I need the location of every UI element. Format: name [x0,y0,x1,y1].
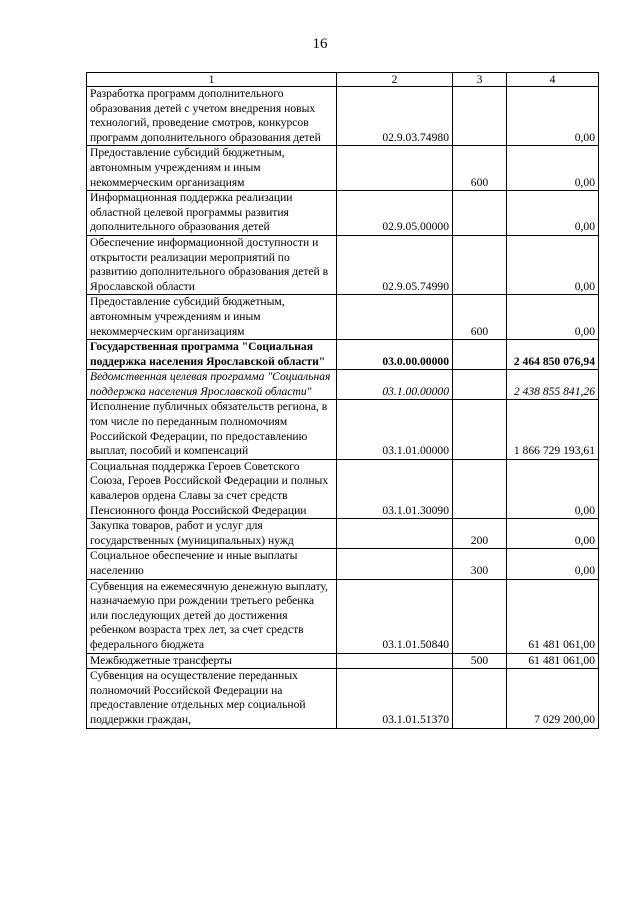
table-row [87,653,599,669]
row-code-cell: 03.1.01.50840 [337,579,453,653]
row-code-cell: 03.1.01.51370 [337,669,453,728]
row-type-cell: 500 [453,653,507,669]
row-name-cell: Государственная программа "Социальная поддержка населения Ярославской области" [87,340,337,370]
row-code-cell [337,146,453,191]
row-name-cell: Субвенция на ежемесячную денежную выплату, назначаемую при рождении третьего ребенка или последующих детей до достижения ребенком возраста трех лет, за счет средств федерального бюджета [87,579,337,653]
row-amount-cell: 7 029 200,00 [507,669,599,728]
row-name-cell: Исполнение публичных обязательств региона, в том числе по переданным полномочиям Российской Федерации, по предоставлению выплат, пособий и компенсаций [87,400,337,459]
row-name-cell: Социальная поддержка Героев Советского Союза, Героев Российской Федерации и полных кавалеров ордена Славы за счет средств Пенсионного фонда Российской Федерации [87,459,337,518]
row-type-cell: 200 [453,519,507,549]
row-code-cell [337,549,453,579]
row-name-cell: Закупка товаров, работ и услуг для государственных (муниципальных) нужд [87,519,337,549]
row-name-cell: Предоставление субсидий бюджетным, автономным учреждениям и иным некоммерческим организациям [87,295,337,340]
row-code-cell: 02.9.05.00000 [337,191,453,236]
table-row [87,370,599,400]
row-amount-cell: 0,00 [507,146,599,191]
row-amount-cell: 0,00 [507,549,599,579]
table-row [87,191,599,236]
page-number: 16 [312,36,328,52]
header-col-4: 4 [507,73,599,87]
row-code-cell [337,519,453,549]
row-code-cell: 03.1.01.00000 [337,400,453,459]
row-type-cell [453,235,507,294]
row-name-cell: Субвенция на осуществление переданных полномочий Российской Федерации на предоставление отдельных мер социальной поддержки граждан, [87,669,337,728]
header-col-1: 1 [87,73,337,87]
table-row [87,87,599,146]
row-type-cell: 600 [453,146,507,191]
row-type-cell [453,400,507,459]
row-type-cell: 300 [453,549,507,579]
row-amount-cell: 0,00 [507,295,599,340]
table-row [87,459,599,518]
row-name-cell: Социальное обеспечение и иные выплаты населению [87,549,337,579]
table-row [87,669,599,728]
row-type-cell [453,87,507,146]
row-amount-cell: 2 438 855 841,26 [507,370,599,400]
row-amount-cell: 0,00 [507,519,599,549]
row-name-cell: Ведомственная целевая программа "Социальная поддержка населения Ярославской области" [87,370,337,400]
table-row [87,340,599,370]
row-name-cell: Информационная поддержка реализации областной целевой программы развития дополнительного образования детей [87,191,337,236]
header-col-2: 2 [337,73,453,87]
row-amount-cell: 2 464 850 076,94 [507,340,599,370]
table-row [87,519,599,549]
row-type-cell [453,340,507,370]
table-row [87,235,599,294]
row-type-cell [453,579,507,653]
row-amount-cell: 0,00 [507,191,599,236]
row-code-cell: 02.9.05.74990 [337,235,453,294]
row-code-cell: 02.9.03.74980 [337,87,453,146]
row-code-cell: 03.1.01.30090 [337,459,453,518]
row-name-cell: Обеспечение информационной доступности и открытости реализации мероприятий по развитию дополнительного образования детей в Ярославской области [87,235,337,294]
table-row [87,579,599,653]
budget-table [86,72,599,729]
table-row [87,549,599,579]
row-type-cell [453,459,507,518]
row-amount-cell: 61 481 061,00 [507,653,599,669]
row-type-cell [453,669,507,728]
row-amount-cell: 1 866 729 193,61 [507,400,599,459]
table-row [87,295,599,340]
row-name-cell: Межбюджетные трансферты [87,653,337,669]
row-amount-cell: 0,00 [507,87,599,146]
row-name-cell: Предоставление субсидий бюджетным, автономным учреждениям и иным некоммерческим организациям [87,146,337,191]
table-header-row [87,73,599,87]
row-amount-cell: 61 481 061,00 [507,579,599,653]
row-amount-cell: 0,00 [507,235,599,294]
row-code-cell: 03.1.00.00000 [337,370,453,400]
row-amount-cell: 0,00 [507,459,599,518]
row-code-cell [337,295,453,340]
table-row [87,400,599,459]
row-code-cell [337,653,453,669]
header-col-3: 3 [453,73,507,87]
table-row [87,146,599,191]
row-name-cell: Разработка программ дополнительного образования детей с учетом внедрения новых технологий, проведение смотров, конкурсов программ дополнительного образования детей [87,87,337,146]
row-code-cell: 03.0.00.00000 [337,340,453,370]
row-type-cell [453,191,507,236]
row-type-cell: 600 [453,295,507,340]
row-type-cell [453,370,507,400]
